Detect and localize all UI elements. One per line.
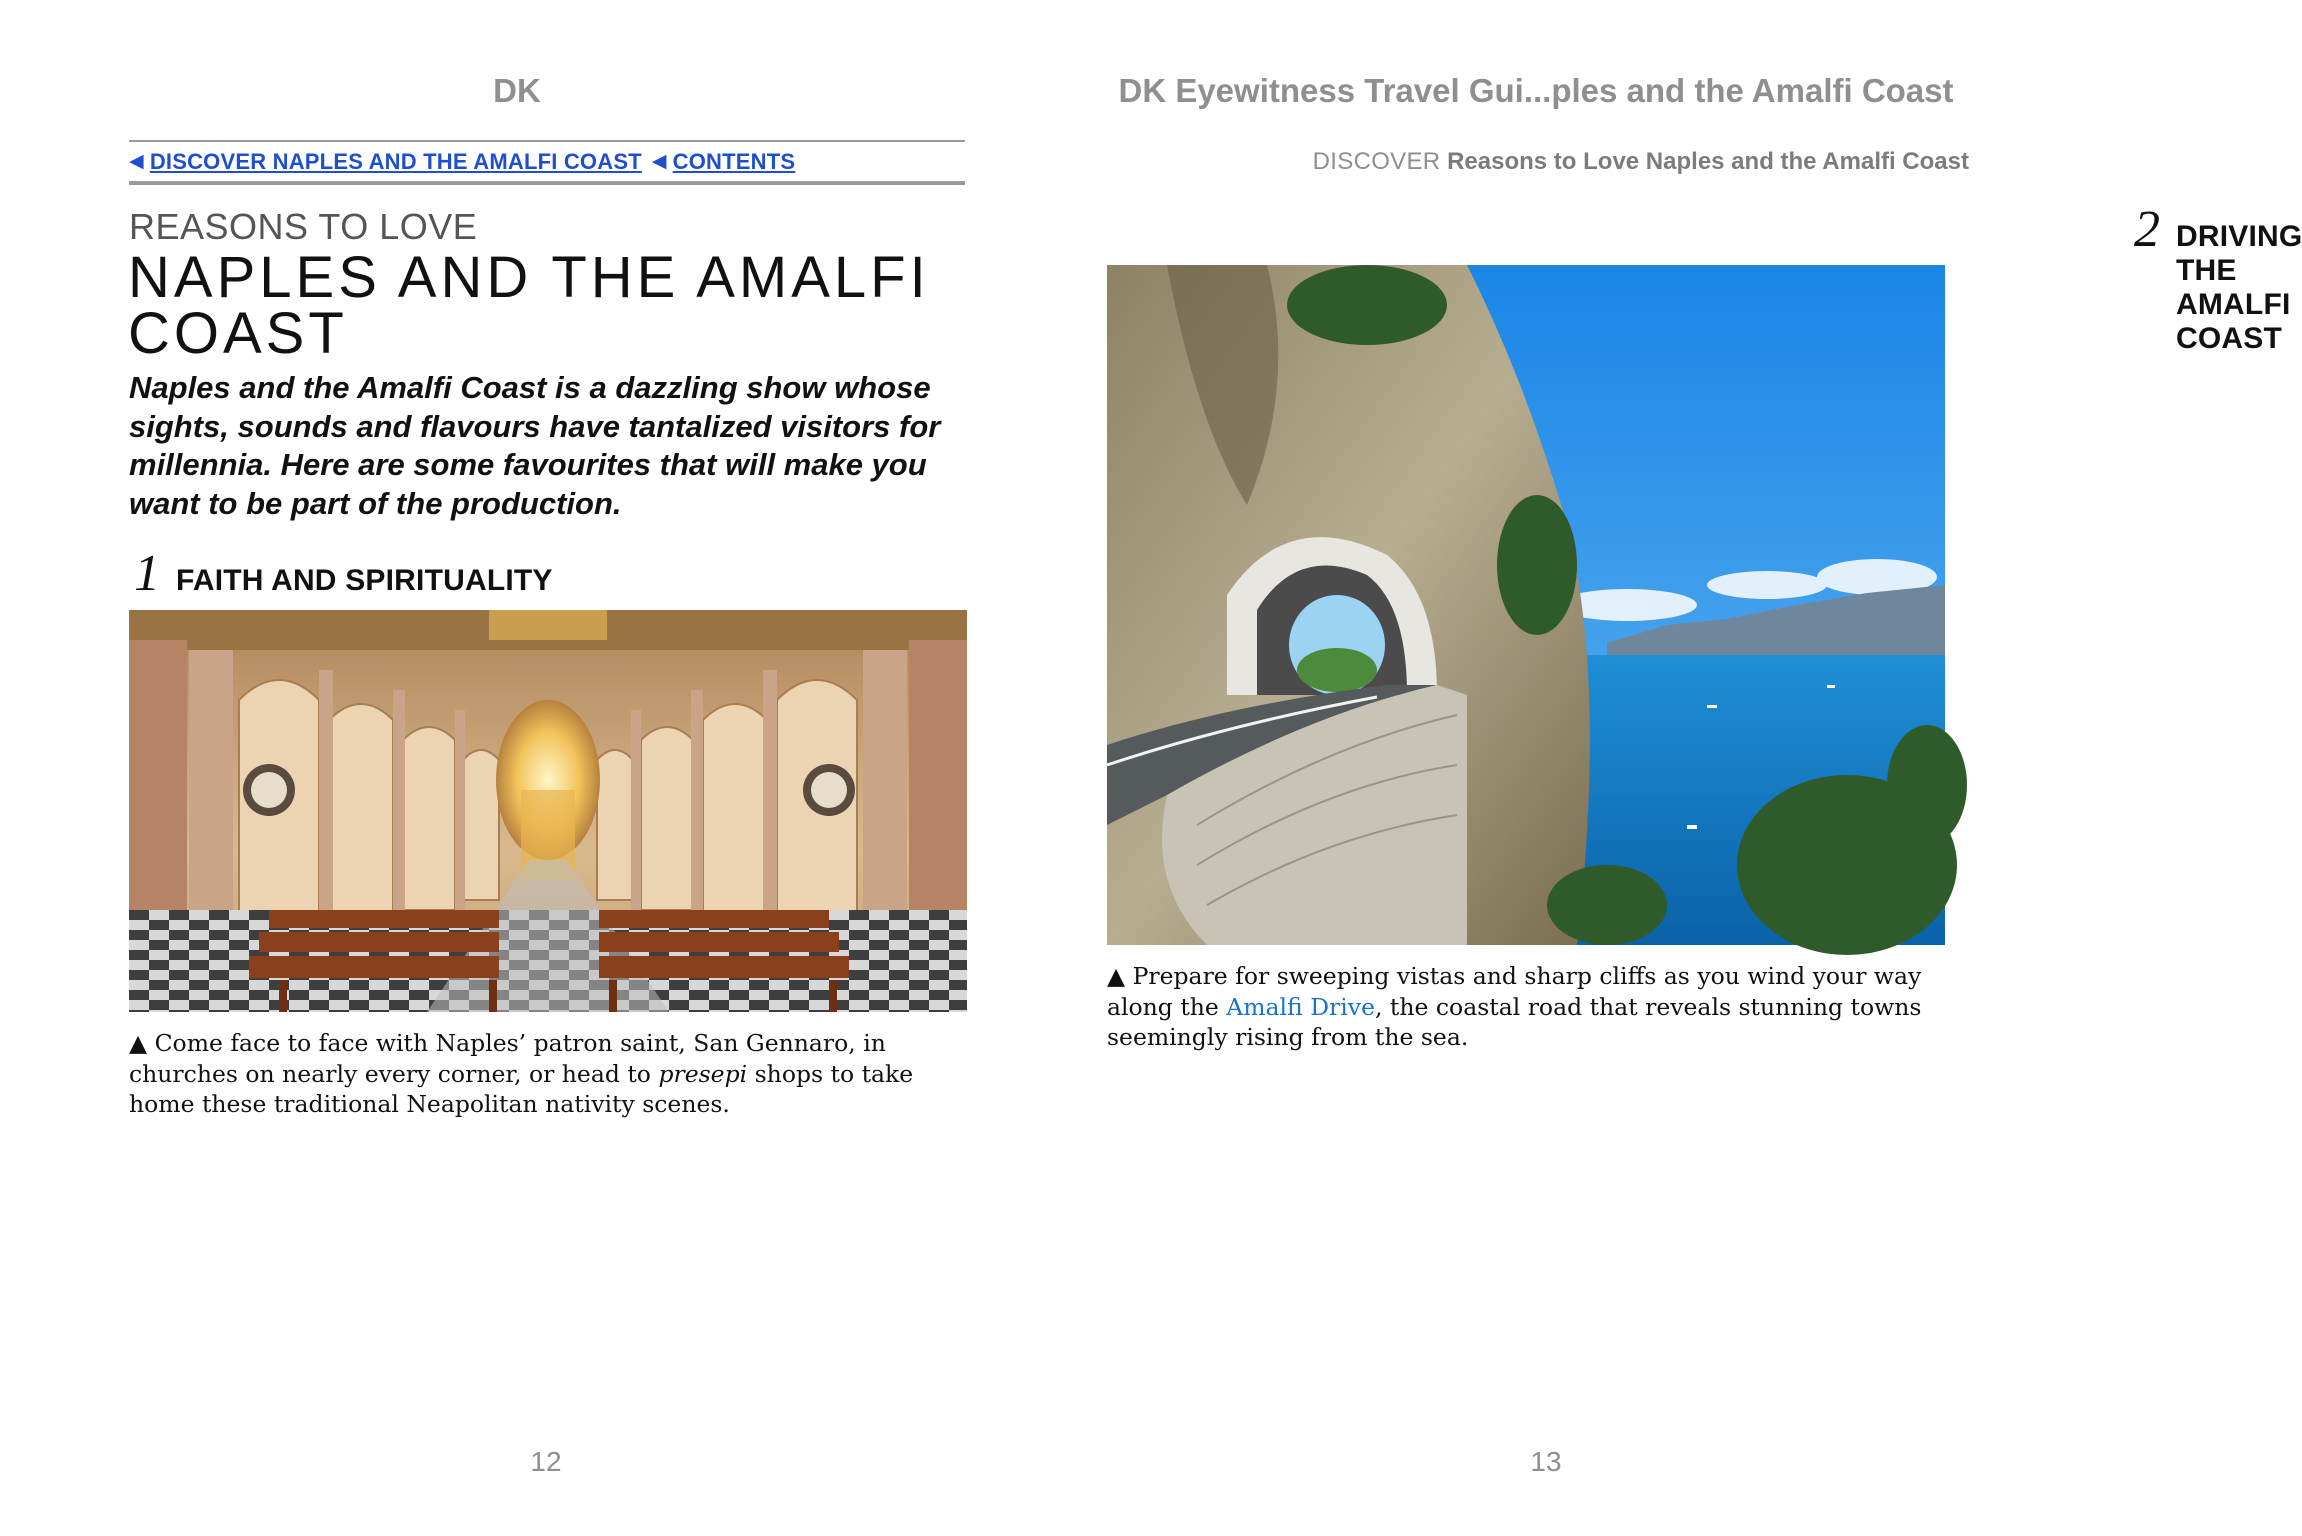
- back-arrow-icon: ◀: [651, 151, 667, 172]
- section-title: FAITH AND SPIRITUALITY: [176, 564, 553, 597]
- left-running-head: DK: [493, 72, 541, 109]
- left-page[interactable]: [0, 0, 1024, 1536]
- amalfi-drive-photo: [1107, 265, 1945, 945]
- section-number: 1: [134, 545, 160, 602]
- page-number-right: 13: [1530, 1446, 1562, 1477]
- caption-text: shops to take home these traditional Neapolitan nativity scenes.: [129, 1059, 914, 1118]
- caption-text: , the coastal road that reveals stunning towns seemingly rising from the sea.: [1107, 992, 1922, 1051]
- right-running-head: DK Eyewitness Travel Gui...ples and the Amalfi Coast: [1118, 72, 1954, 109]
- caption-drive: [1107, 961, 1949, 1053]
- right-page[interactable]: [1024, 0, 2302, 1536]
- chapter-kicker: REASONS TO LOVE: [129, 206, 478, 247]
- section-number: 2: [2134, 201, 2160, 258]
- contents-link[interactable]: CONTENTS: [672, 148, 796, 174]
- caption-marker-icon: ▲: [1107, 962, 1126, 990]
- discover-link[interactable]: DISCOVER NAPLES AND THE AMALFI COAST: [149, 148, 642, 174]
- section-heading-2: [2134, 201, 2302, 356]
- caption-faith: [129, 1028, 971, 1120]
- back-arrow-icon: ◀: [129, 151, 144, 172]
- amalfi-drive-link[interactable]: Amalfi Drive: [1226, 992, 1375, 1021]
- section-heading-1: [134, 545, 553, 602]
- caption-text: Prepare for sweeping vistas and sharp cliffs as you wind your way along the: [1107, 962, 1922, 1021]
- breadcrumb-nav: [129, 140, 965, 185]
- breadcrumb-section: DISCOVER: [1312, 148, 1441, 175]
- caption-text: Come face to face with Naples’ patron saint, San Gennaro, in churches on nearly every corner, or head to: [129, 1029, 886, 1088]
- breadcrumb: [1313, 148, 1969, 176]
- intro-paragraph: Naples and the Amalfi Coast is a dazzling show whose sights, sounds and flavours have tantalized visitors for millennia. Here are some favourites that will make you want to be part of the production.: [129, 370, 941, 521]
- section-title: DRIVING THE AMALFI COAST: [2176, 220, 2302, 355]
- caption-italic: presepi: [658, 1059, 748, 1088]
- breadcrumb-title: Reasons to Love Naples and the Amalfi Coast: [1447, 148, 1969, 175]
- page-title: NAPLES AND THE AMALFI COAST: [128, 245, 930, 366]
- caption-marker-icon: ▲: [129, 1029, 148, 1057]
- cathedral-photo: [129, 610, 967, 1012]
- page-number-left: 12: [530, 1446, 562, 1477]
